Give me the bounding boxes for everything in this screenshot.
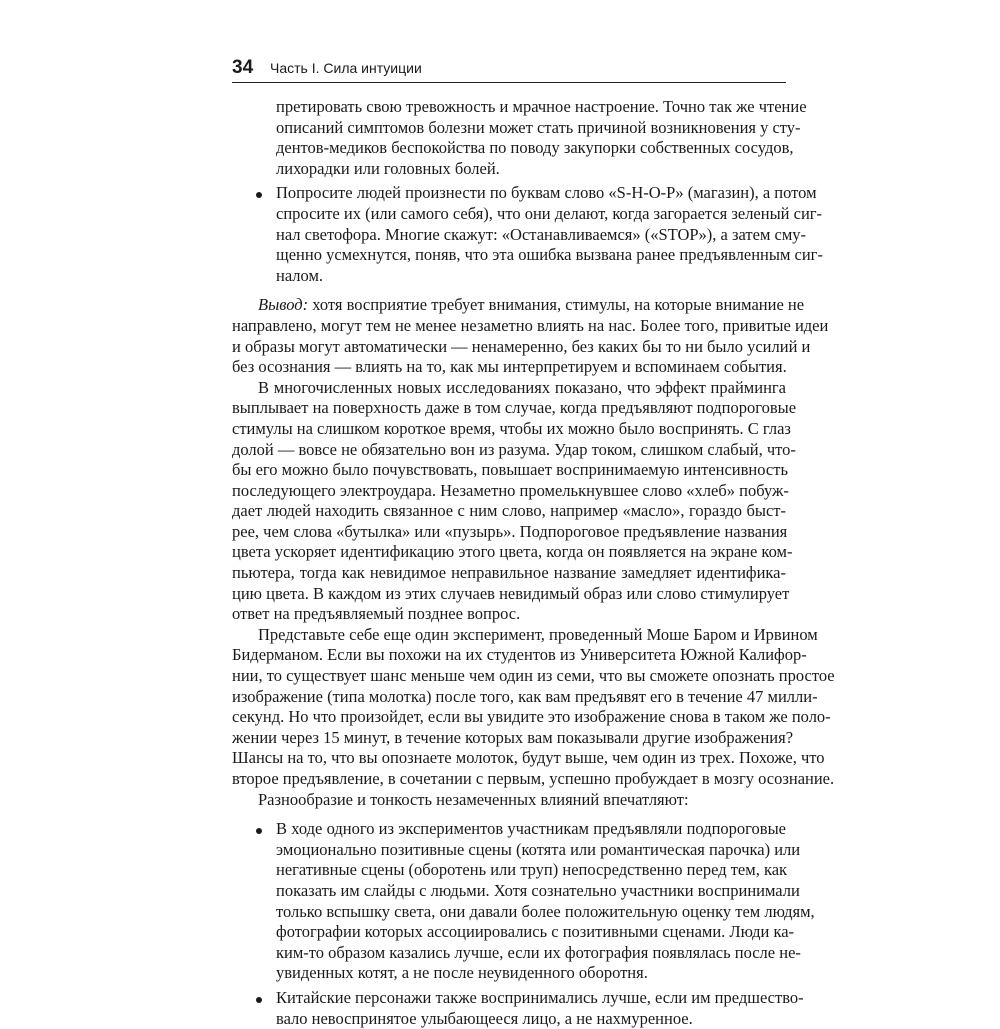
text-line: В ходе одного из экспериментов участникам предъявляли подпороговые [276,819,786,839]
text-line: без осознания — влиять на то, как мы интерпретируем и вспоминаем события. [232,357,787,377]
text-line: цию цвета. В каждом из этих случаев невидимый образ или слово стимулирует [232,583,790,603]
running-head: Часть I. Сила интуиции [270,60,422,76]
text-line: нал светофора. Многие скажут: «Останавливаемся» («STOP»), а затем сму- [276,224,807,244]
text-line: и образы могут автоматически — ненамеренно, без каких бы то ни было усилий и [232,336,811,356]
text-line: В многочисленных новых исследованиях показано, что эффект прайминга [258,377,786,397]
text-line: описаний симптомов болезни может стать причиной возникновения у сту- [276,117,801,137]
page-header [232,56,786,83]
text-line: вало невоспринятое улыбающееся лицо, а не нахмуренное. [276,1008,693,1028]
text-line: увиденных котят, а не после неувиденного оборотня. [276,963,648,983]
text-line: бы его можно было почувствовать, повышает воспринимаемую интенсивность [232,460,788,480]
priming-paragraph [232,377,797,625]
text-line: стимулы на слишком короткое время, чтобы их можно было воспринять. С глаз [232,418,791,438]
diversity-paragraph [232,790,786,811]
text-line: жении через 15 минут, в течение которых вам показывали другие изображения? [232,727,794,747]
conclusion-label: Вывод: [258,295,309,315]
text-line: щенно усмехнутся, поняв, что эта ошибка вызвана ранее предъявленным сиг- [276,245,823,265]
text-line: последующего электроудара. Незаметно промелькнувшее слово «хлеб» побуж- [232,480,789,500]
continued-paragraph [232,97,807,179]
text-line: негативные сцены (оборотень или труп) непосредственно перед тем, как [276,860,788,880]
text-line: рее, чем слова «бутылка» или «пузырь». Подпороговое предъявление названия [232,521,788,541]
text-line: показать им слайды с людьми. Хотя сознательно участники воспринимали [276,880,800,900]
text-line: пьютера, тогда как невидимое неправильное название замедляет идентифика- [232,563,786,583]
page-body [232,97,835,1029]
text-line: Шансы на то, что вы опознаете молоток, будут выше, чем один из трех. Похоже, что [232,748,825,768]
conclusion-first-line: хотя восприятие требует внимания, стимулы, на которые внимание не [308,295,805,315]
text-line: Разнообразие и тонкость незамеченных влияний впечатляют: [258,789,689,809]
text-line: Попросите людей произнести по буквам слово «S-H-O-P» (магазин), а потом [276,183,817,203]
page-number: 34 [232,57,254,78]
text-line: долой — вовсе не обязательно вон из разума. Удар током, слишком слабый, что- [232,439,796,459]
bullet-item-shop [232,183,823,286]
text-line: только вспышку света, они давали более положительную оценку тем людям, [276,901,815,921]
text-line: второе предъявление, в сочетании с первым, успешно пробуждает в мозгу осознание. [232,769,835,788]
bullet-item-chinese [232,987,804,1029]
experiment-paragraph [232,624,835,790]
text-line: Представьте себе еще один эксперимент, проведенный Моше Баром и Ирвином [258,624,818,644]
text-line: направлено, могут тем не менее незаметно влиять на нас. Более того, привитые идеи [232,315,829,335]
text-line: нии, то существует шанс меньше чем один из семи, что вы сможете опознать простое [232,666,835,686]
bullet-item-scenes [232,819,815,984]
text-line: дает людей находить связанное с ним слово, например «масло», гораздо быст- [232,501,786,521]
conclusion-paragraph [232,295,829,377]
text-line: секунд. Но что произойдет, если вы увидите это изображение снова в таком же поло- [232,707,831,727]
text-line: Китайские персонажи также воспринимались лучше, если им предшество- [276,987,804,1007]
text-line: выплывает на поверхность даже в том случае, когда предъявляют подпороговые [232,398,797,418]
text-line: ответ на предъявляемый позднее вопрос. [232,604,521,624]
text-line: ким-то образом казались лучше, если их фотография появлялась после не- [276,942,801,962]
text-line: спросите их (или самого себя), что они делают, когда загорается зеленый сиг- [276,203,823,223]
text-line: изображение (типа молотка) после того, как вам предъявят его в течение 47 милли- [232,686,818,706]
text-line: Бидерманом. Если вы похожи на их студентов из Университета Южной Калифор- [232,645,807,665]
text-line: претировать свою тревожность и мрачное настроение. Точно так же чтение [276,97,807,116]
text-line: эмоционально позитивные сцены (котята или романтическая парочка) или [276,839,801,859]
text-line: фотографии которых ассоциировались с позитивными сценами. Люди ка- [276,922,795,942]
text-line [232,295,805,316]
text-line: налом. [276,265,324,285]
text-line: лихорадки или головных болей. [276,158,500,178]
text-line: цвета ускоряет идентификацию этого цвета, когда он появляется на экране ком- [232,542,793,562]
text-line: дентов-медиков беспокойства по поводу закупорки собственных сосудов, [276,138,794,158]
